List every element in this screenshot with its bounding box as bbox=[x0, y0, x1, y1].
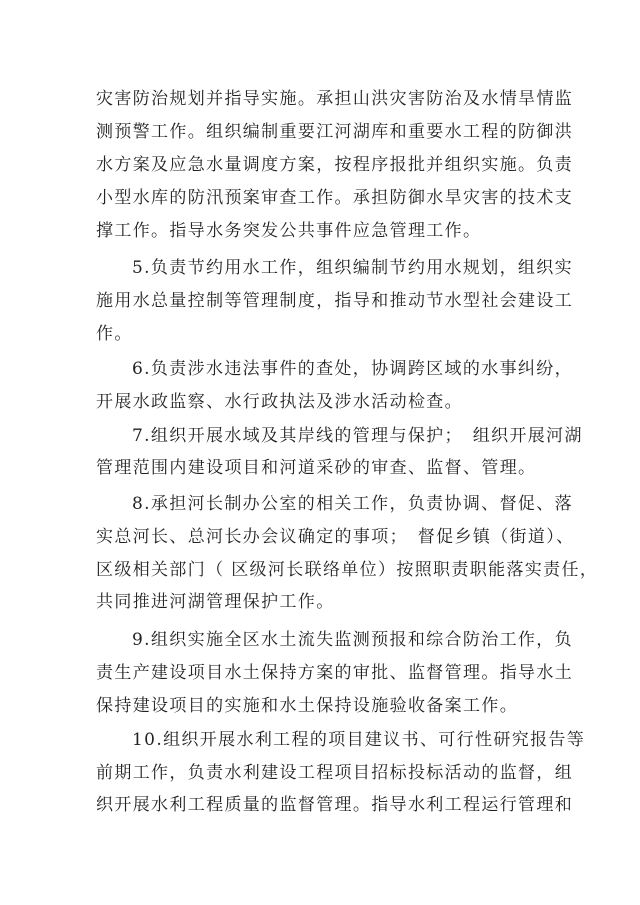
text-line: 8.承担河长制办公室的相关工作，负责协调、督促、落 bbox=[132, 494, 573, 514]
text-line: 施用水总量控制等管理制度，指导和推动节水型社会建设工 bbox=[96, 291, 574, 311]
text-line: 测预警工作。组织编制重要江河湖库和重要水工程的防御洪 bbox=[96, 122, 574, 142]
text-line: 前期工作，负责水利建设工程项目招标投标活动的监督，组 bbox=[96, 763, 574, 783]
text-line: 水方案及应急水量调度方案，按程序报批并组织实施。负责 bbox=[96, 155, 574, 175]
text-line: 织开展水利工程质量的监督管理。指导水利工程运行管理和 bbox=[96, 795, 574, 815]
text-line: 撑工作。指导水务突发公共事件应急管理工作。 bbox=[96, 221, 482, 241]
text-line: 灾害防治规划并指导实施。承担山洪灾害防治及水情旱情监 bbox=[96, 89, 574, 109]
text-line: 小型水库的防汛预案审查工作。承担防御水旱灾害的技术支 bbox=[96, 188, 574, 208]
text-line: 开展水政监察、水行政执法及涉水活动检查。 bbox=[96, 392, 463, 412]
text-line: 作。 bbox=[96, 324, 133, 344]
text-line: 9.组织实施全区水土流失监测预报和综合防治工作，负 bbox=[132, 630, 573, 650]
text-line: 5.负责节约用水工作，组织编制节约用水规划，组织实 bbox=[132, 258, 573, 278]
text-line: 责生产建设项目水土保持方案的审批、监督管理。指导水土 bbox=[96, 663, 574, 683]
text-line: 区级相关部门（ 区级河长联络单位）按照职责职能落实责任， bbox=[96, 560, 599, 580]
text-line: 7.组织开展水域及其岸线的管理与保护； 组织开展河湖 bbox=[132, 426, 583, 446]
text-line: 管理范围内建设项目和河道采砂的审查、监督、管理。 bbox=[96, 458, 537, 478]
text-line: 共同推进河湖管理保护工作。 bbox=[96, 592, 335, 612]
text-line: 6.负责涉水违法事件的查处，协调跨区域的水事纠纷， bbox=[132, 359, 573, 379]
text-line: 10.组织开展水利工程的项目建议书、可行性研究报告等 bbox=[132, 730, 586, 750]
text-line: 保持建设项目的实施和水土保持设施验收备案工作。 bbox=[96, 696, 519, 716]
text-line: 实总河长、总河长办会议确定的事项； 督促乡镇（街道）、 bbox=[96, 527, 575, 547]
